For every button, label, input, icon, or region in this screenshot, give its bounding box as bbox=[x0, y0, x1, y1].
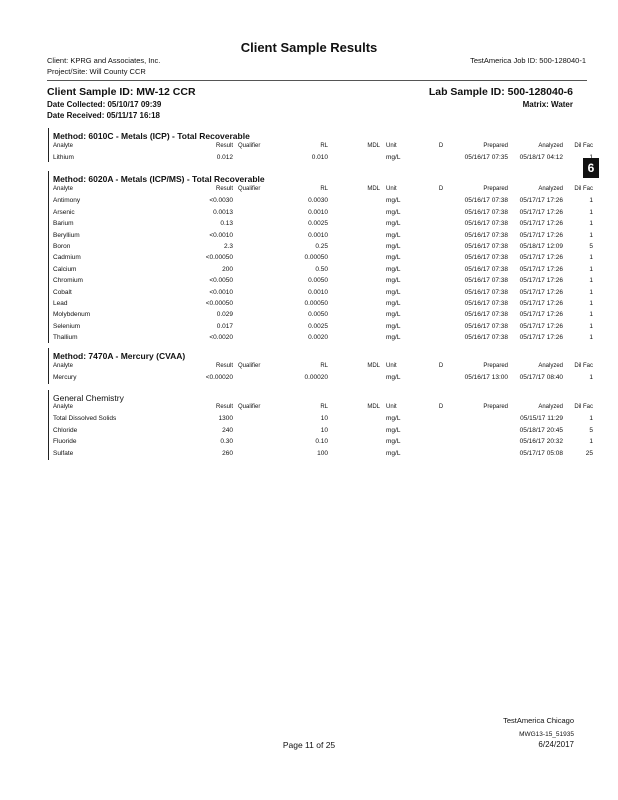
cell-d bbox=[434, 448, 448, 459]
col-result: Result bbox=[215, 143, 233, 149]
cell-rl: 0.0050 bbox=[308, 311, 328, 319]
col-rl: RL bbox=[320, 404, 328, 410]
col-mdl: MDL bbox=[367, 363, 380, 369]
section-bracket bbox=[48, 390, 49, 460]
cell-rl: 0.00050 bbox=[304, 254, 328, 262]
cell-rl: 0.0025 bbox=[308, 220, 328, 228]
cell-result: 240 bbox=[222, 426, 233, 434]
cell-unit: mg/L bbox=[386, 208, 401, 216]
cell-analyzed: 05/16/17 20:32 bbox=[519, 438, 563, 446]
table-row bbox=[53, 448, 593, 459]
cell-d bbox=[434, 241, 448, 252]
section-title-general-chemistry: General Chemistry bbox=[53, 393, 124, 403]
cell-rl: 0.0025 bbox=[308, 322, 328, 330]
cell-d bbox=[434, 413, 448, 424]
col-dil-fac: Dil Fac bbox=[574, 363, 593, 369]
table-row bbox=[53, 436, 593, 447]
col-qualifier: Qualifier bbox=[238, 186, 261, 192]
cell-prepared bbox=[448, 436, 508, 447]
cell-analyte: Arsenic bbox=[53, 208, 75, 216]
cell-rl: 10 bbox=[320, 426, 328, 434]
cell-prepared: 05/16/17 07:38 bbox=[464, 265, 508, 273]
cell-analyzed: 05/18/17 20:45 bbox=[519, 426, 563, 434]
col-dil-fac: Dil Fac bbox=[574, 143, 593, 149]
col-d: D bbox=[438, 186, 444, 192]
table-row bbox=[53, 152, 593, 163]
col-result: Result bbox=[215, 186, 233, 192]
cell-analyzed: 05/17/17 17:26 bbox=[519, 322, 563, 330]
section-bracket bbox=[48, 348, 49, 384]
cell-mdl bbox=[328, 413, 380, 424]
cell-analyzed: 05/17/17 17:26 bbox=[519, 288, 563, 296]
col-dil-fac: Dil Fac bbox=[574, 404, 593, 410]
cell-d bbox=[434, 287, 448, 298]
cell-unit: mg/L bbox=[386, 197, 401, 205]
cell-mdl bbox=[328, 207, 380, 218]
page-number: Page 11 of 25 bbox=[282, 740, 336, 750]
cell-analyzed: 05/17/17 17:26 bbox=[519, 265, 563, 273]
col-analyzed: Analyzed bbox=[538, 363, 563, 369]
table-row bbox=[53, 195, 593, 206]
cell-prepared: 05/16/17 13:00 bbox=[464, 374, 508, 382]
page-title: Client Sample Results bbox=[240, 40, 378, 55]
col-rl: RL bbox=[320, 143, 328, 149]
cell-dil-fac: 5 bbox=[589, 426, 593, 434]
cell-unit: mg/L bbox=[386, 426, 401, 434]
cell-rl: 0.00020 bbox=[304, 374, 328, 382]
cell-d bbox=[434, 275, 448, 286]
col-mdl: MDL bbox=[367, 404, 380, 410]
col-d: D bbox=[438, 404, 444, 410]
cell-result: <0.00050 bbox=[205, 300, 233, 308]
cell-analyzed: 05/17/17 17:26 bbox=[519, 197, 563, 205]
cell-prepared bbox=[448, 425, 508, 436]
cell-analyzed: 05/15/17 11:29 bbox=[520, 415, 563, 423]
cell-dil-fac: 1 bbox=[589, 254, 593, 262]
cell-qualifier bbox=[233, 275, 280, 286]
cell-dil-fac: 1 bbox=[589, 311, 593, 319]
col-prepared: Prepared bbox=[483, 143, 508, 149]
results-table-general-chemistry bbox=[53, 402, 593, 459]
table-row bbox=[53, 275, 593, 286]
cell-rl: 10 bbox=[320, 415, 328, 423]
cell-qualifier bbox=[233, 436, 280, 447]
col-unit: Unit bbox=[386, 363, 397, 369]
cell-mdl bbox=[328, 332, 380, 343]
results-table-6020a bbox=[53, 184, 593, 344]
table-row bbox=[53, 332, 593, 343]
cell-qualifier bbox=[233, 287, 280, 298]
cell-mdl bbox=[328, 230, 380, 241]
cell-qualifier bbox=[233, 309, 280, 320]
cell-d bbox=[434, 436, 448, 447]
cell-dil-fac: 1 bbox=[589, 415, 593, 423]
table-row bbox=[53, 252, 593, 263]
table-body bbox=[53, 152, 593, 163]
cell-mdl bbox=[328, 195, 380, 206]
cell-mdl bbox=[328, 425, 380, 436]
cell-prepared: 05/16/17 07:38 bbox=[464, 300, 508, 308]
cell-mdl bbox=[328, 321, 380, 332]
cell-d bbox=[434, 152, 448, 163]
col-mdl: MDL bbox=[367, 143, 380, 149]
cell-mdl bbox=[328, 252, 380, 263]
cell-analyzed: 05/17/17 17:26 bbox=[519, 334, 563, 342]
cell-mdl bbox=[328, 448, 380, 459]
cell-unit: mg/L bbox=[386, 277, 401, 285]
cell-rl: 0.0010 bbox=[308, 208, 328, 216]
cell-d bbox=[434, 425, 448, 436]
document-id: MWG13-15_51935 bbox=[519, 731, 574, 738]
cell-qualifier bbox=[233, 230, 280, 241]
cell-mdl bbox=[328, 436, 380, 447]
cell-rl: 0.25 bbox=[315, 243, 328, 251]
cell-dil-fac: 1 bbox=[589, 334, 593, 342]
table-body bbox=[53, 413, 593, 459]
col-prepared: Prepared bbox=[483, 363, 508, 369]
cell-analyte: Molybdenum bbox=[53, 311, 91, 319]
table-body bbox=[53, 195, 593, 343]
cell-result: 260 bbox=[222, 449, 233, 457]
section-title-6010c: Method: 6010C - Metals (ICP) - Total Recoverable bbox=[53, 131, 250, 141]
table-header-row bbox=[53, 402, 593, 413]
col-qualifier: Qualifier bbox=[238, 143, 261, 149]
cell-d bbox=[434, 195, 448, 206]
cell-analyzed: 05/17/17 17:26 bbox=[519, 208, 563, 216]
results-table-6010c bbox=[53, 141, 593, 164]
cell-mdl bbox=[328, 264, 380, 275]
table-row bbox=[53, 298, 593, 309]
cell-unit: mg/L bbox=[386, 311, 401, 319]
cell-analyzed: 05/17/17 17:26 bbox=[519, 311, 563, 319]
table-header-row bbox=[53, 141, 593, 152]
table-row bbox=[53, 413, 593, 424]
cell-d bbox=[434, 332, 448, 343]
cell-mdl bbox=[328, 218, 380, 229]
project-site: Project/Site: Will County CCR bbox=[47, 67, 146, 76]
cell-dil-fac: 1 bbox=[589, 265, 593, 273]
cell-rl: 0.10 bbox=[315, 438, 328, 446]
section-title-7470a: Method: 7470A - Mercury (CVAA) bbox=[53, 351, 186, 361]
cell-qualifier bbox=[233, 195, 280, 206]
cell-prepared: 05/16/17 07:38 bbox=[464, 197, 508, 205]
cell-analyte: Cobalt bbox=[53, 288, 72, 296]
cell-analyzed: 05/17/17 17:26 bbox=[519, 277, 563, 285]
col-analyte: Analyte bbox=[53, 363, 74, 369]
cell-unit: mg/L bbox=[386, 438, 401, 446]
cell-analyte: Total Dissolved Solids bbox=[53, 415, 117, 423]
cell-unit: mg/L bbox=[386, 374, 401, 382]
cell-d bbox=[434, 309, 448, 320]
cell-analyte: Fluoride bbox=[53, 438, 77, 446]
cell-analyte: Chloride bbox=[53, 426, 78, 434]
cell-prepared bbox=[448, 413, 508, 424]
cell-dil-fac: 1 bbox=[589, 374, 593, 382]
cell-analyte: Beryllium bbox=[53, 231, 80, 239]
cell-dil-fac: 25 bbox=[585, 449, 593, 457]
col-qualifier: Qualifier bbox=[238, 404, 261, 410]
cell-qualifier bbox=[233, 413, 280, 424]
cell-qualifier bbox=[233, 152, 280, 163]
col-unit: Unit bbox=[386, 143, 397, 149]
footer-lab-name: TestAmerica Chicago bbox=[503, 716, 574, 725]
col-analyzed: Analyzed bbox=[538, 404, 563, 410]
cell-result: 1300 bbox=[218, 415, 233, 423]
col-dil-fac: Dil Fac bbox=[574, 186, 593, 192]
section-tab-marker: 6 bbox=[583, 158, 599, 178]
cell-result: 0.30 bbox=[220, 438, 233, 446]
cell-unit: mg/L bbox=[386, 300, 401, 308]
table-row bbox=[53, 207, 593, 218]
section-bracket bbox=[48, 128, 49, 162]
cell-analyte: Sulfate bbox=[53, 449, 74, 457]
cell-d bbox=[434, 264, 448, 275]
cell-analyzed: 05/18/17 12:09 bbox=[519, 243, 563, 251]
table-row bbox=[53, 241, 593, 252]
cell-unit: mg/L bbox=[386, 322, 401, 330]
cell-dil-fac: 1 bbox=[589, 300, 593, 308]
table-body bbox=[53, 372, 593, 383]
cell-d bbox=[434, 372, 448, 383]
col-d: D bbox=[438, 143, 444, 149]
cell-prepared: 05/16/17 07:38 bbox=[464, 231, 508, 239]
cell-result: 0.012 bbox=[216, 154, 233, 162]
cell-analyte: Chromium bbox=[53, 277, 83, 285]
cell-analyzed: 05/17/17 08:40 bbox=[519, 374, 563, 382]
cell-qualifier bbox=[233, 332, 280, 343]
cell-analyzed: 05/18/17 04:12 bbox=[519, 154, 563, 162]
client-name: Client: KPRG and Associates, Inc. bbox=[47, 56, 161, 65]
cell-dil-fac: 1 bbox=[589, 197, 593, 205]
cell-rl: 0.010 bbox=[311, 154, 328, 162]
cell-prepared: 05/16/17 07:38 bbox=[464, 277, 508, 285]
cell-result: 2.3 bbox=[223, 243, 233, 251]
col-rl: RL bbox=[320, 363, 328, 369]
cell-unit: mg/L bbox=[386, 288, 401, 296]
cell-analyte: Antimony bbox=[53, 197, 81, 205]
cell-result: 0.13 bbox=[220, 220, 233, 228]
cell-analyzed: 05/17/17 17:26 bbox=[519, 300, 563, 308]
cell-mdl bbox=[328, 372, 380, 383]
cell-analyte: Cadmium bbox=[53, 254, 81, 262]
cell-unit: mg/L bbox=[386, 449, 401, 457]
col-result: Result bbox=[215, 404, 233, 410]
table-header-row bbox=[53, 184, 593, 195]
cell-dil-fac: 1 bbox=[589, 288, 593, 296]
col-analyte: Analyte bbox=[53, 404, 74, 410]
col-rl: RL bbox=[320, 186, 328, 192]
cell-d bbox=[434, 321, 448, 332]
cell-analyte: Mercury bbox=[53, 374, 77, 382]
cell-d bbox=[434, 218, 448, 229]
report-date: 6/24/2017 bbox=[538, 740, 574, 749]
cell-dil-fac: 1 bbox=[589, 231, 593, 239]
cell-result: 0.029 bbox=[216, 311, 233, 319]
cell-unit: mg/L bbox=[386, 265, 401, 273]
lab-sample-id: Lab Sample ID: 500-128040-6 bbox=[428, 86, 573, 98]
cell-dil-fac: 1 bbox=[589, 154, 593, 162]
cell-unit: mg/L bbox=[386, 154, 401, 162]
table-header-row bbox=[53, 361, 593, 372]
cell-mdl bbox=[328, 275, 380, 286]
cell-prepared: 05/16/17 07:35 bbox=[464, 154, 508, 162]
table-row bbox=[53, 309, 593, 320]
cell-analyte: Thallium bbox=[53, 334, 78, 342]
table-row bbox=[53, 287, 593, 298]
cell-result: <0.0030 bbox=[209, 197, 233, 205]
cell-mdl bbox=[328, 152, 380, 163]
cell-qualifier bbox=[233, 298, 280, 309]
cell-qualifier bbox=[233, 252, 280, 263]
cell-prepared bbox=[448, 448, 508, 459]
cell-dil-fac: 1 bbox=[589, 220, 593, 228]
cell-prepared: 05/16/17 07:38 bbox=[464, 243, 508, 251]
cell-unit: mg/L bbox=[386, 254, 401, 262]
date-received: Date Received: 05/11/17 16:18 bbox=[47, 111, 160, 120]
cell-analyte: Calcium bbox=[53, 265, 77, 273]
cell-prepared: 05/16/17 07:38 bbox=[464, 311, 508, 319]
col-analyzed: Analyzed bbox=[538, 186, 563, 192]
cell-qualifier bbox=[233, 321, 280, 332]
col-analyte: Analyte bbox=[53, 143, 74, 149]
cell-rl: 0.0020 bbox=[308, 334, 328, 342]
cell-result: <0.00020 bbox=[205, 374, 233, 382]
cell-prepared: 05/16/17 07:38 bbox=[464, 254, 508, 262]
section-bracket bbox=[48, 171, 49, 343]
col-prepared: Prepared bbox=[483, 404, 508, 410]
cell-prepared: 05/16/17 07:38 bbox=[464, 334, 508, 342]
cell-analyzed: 05/17/17 17:26 bbox=[519, 254, 563, 262]
job-id: TestAmerica Job ID: 500-128040-1 bbox=[470, 56, 586, 65]
col-analyte: Analyte bbox=[53, 186, 74, 192]
cell-analyte: Boron bbox=[53, 243, 71, 251]
cell-qualifier bbox=[233, 425, 280, 436]
table-row bbox=[53, 264, 593, 275]
cell-prepared: 05/16/17 07:38 bbox=[464, 288, 508, 296]
cell-analyte: Lithium bbox=[53, 154, 74, 162]
cell-qualifier bbox=[233, 241, 280, 252]
col-qualifier: Qualifier bbox=[238, 363, 261, 369]
cell-d bbox=[434, 252, 448, 263]
col-unit: Unit bbox=[386, 404, 397, 410]
cell-dil-fac: 1 bbox=[589, 277, 593, 285]
cell-mdl bbox=[328, 309, 380, 320]
cell-rl: 0.50 bbox=[315, 265, 328, 273]
col-result: Result bbox=[215, 363, 233, 369]
cell-rl: 100 bbox=[317, 449, 328, 457]
matrix: Matrix: Water bbox=[522, 100, 573, 109]
cell-rl: 0.0030 bbox=[308, 197, 328, 205]
cell-unit: mg/L bbox=[386, 231, 401, 239]
cell-analyzed: 05/17/17 17:26 bbox=[519, 231, 563, 239]
header-divider bbox=[47, 80, 587, 81]
cell-rl: 0.0010 bbox=[308, 231, 328, 239]
cell-d bbox=[434, 298, 448, 309]
cell-unit: mg/L bbox=[386, 334, 401, 342]
cell-analyte: Selenium bbox=[53, 322, 81, 330]
cell-unit: mg/L bbox=[386, 415, 401, 423]
cell-unit: mg/L bbox=[386, 220, 401, 228]
table-row bbox=[53, 372, 593, 383]
col-unit: Unit bbox=[386, 186, 397, 192]
cell-dil-fac: 1 bbox=[589, 208, 593, 216]
cell-analyte: Lead bbox=[53, 300, 68, 308]
results-table-7470a bbox=[53, 361, 593, 384]
cell-rl: 0.0050 bbox=[308, 277, 328, 285]
cell-prepared: 05/16/17 07:38 bbox=[464, 322, 508, 330]
table-row bbox=[53, 321, 593, 332]
cell-mdl bbox=[328, 298, 380, 309]
cell-result: <0.0010 bbox=[209, 231, 233, 239]
cell-result: 200 bbox=[222, 265, 233, 273]
col-mdl: MDL bbox=[367, 186, 380, 192]
cell-analyzed: 05/17/17 17:26 bbox=[519, 220, 563, 228]
cell-qualifier bbox=[233, 372, 280, 383]
cell-analyte: Barium bbox=[53, 220, 74, 228]
cell-analyzed: 05/17/17 05:08 bbox=[519, 449, 563, 457]
section-title-6020a: Method: 6020A - Metals (ICP/MS) - Total Recoverable bbox=[53, 174, 265, 184]
cell-rl: 0.00050 bbox=[304, 300, 328, 308]
cell-mdl bbox=[328, 287, 380, 298]
client-sample-id: Client Sample ID: MW-12 CCR bbox=[47, 86, 196, 98]
cell-d bbox=[434, 230, 448, 241]
cell-mdl bbox=[328, 241, 380, 252]
cell-result: <0.0020 bbox=[209, 334, 233, 342]
cell-qualifier bbox=[233, 264, 280, 275]
cell-unit: mg/L bbox=[386, 243, 401, 251]
table-row bbox=[53, 230, 593, 241]
table-row bbox=[53, 218, 593, 229]
cell-rl: 0.0010 bbox=[308, 288, 328, 296]
col-prepared: Prepared bbox=[483, 186, 508, 192]
table-row bbox=[53, 425, 593, 436]
cell-result: 0.0013 bbox=[213, 208, 233, 216]
cell-qualifier bbox=[233, 448, 280, 459]
cell-result: <0.0010 bbox=[209, 288, 233, 296]
col-d: D bbox=[438, 363, 444, 369]
date-collected: Date Collected: 05/10/17 09:39 bbox=[47, 100, 162, 109]
cell-dil-fac: 1 bbox=[589, 322, 593, 330]
cell-qualifier bbox=[233, 218, 280, 229]
cell-dil-fac: 5 bbox=[589, 243, 593, 251]
cell-result: <0.00050 bbox=[205, 254, 233, 262]
cell-result: 0.017 bbox=[216, 322, 233, 330]
cell-prepared: 05/16/17 07:38 bbox=[464, 220, 508, 228]
cell-d bbox=[434, 207, 448, 218]
cell-prepared: 05/16/17 07:38 bbox=[464, 208, 508, 216]
cell-dil-fac: 1 bbox=[589, 438, 593, 446]
col-analyzed: Analyzed bbox=[538, 143, 563, 149]
cell-qualifier bbox=[233, 207, 280, 218]
cell-result: <0.0050 bbox=[209, 277, 233, 285]
